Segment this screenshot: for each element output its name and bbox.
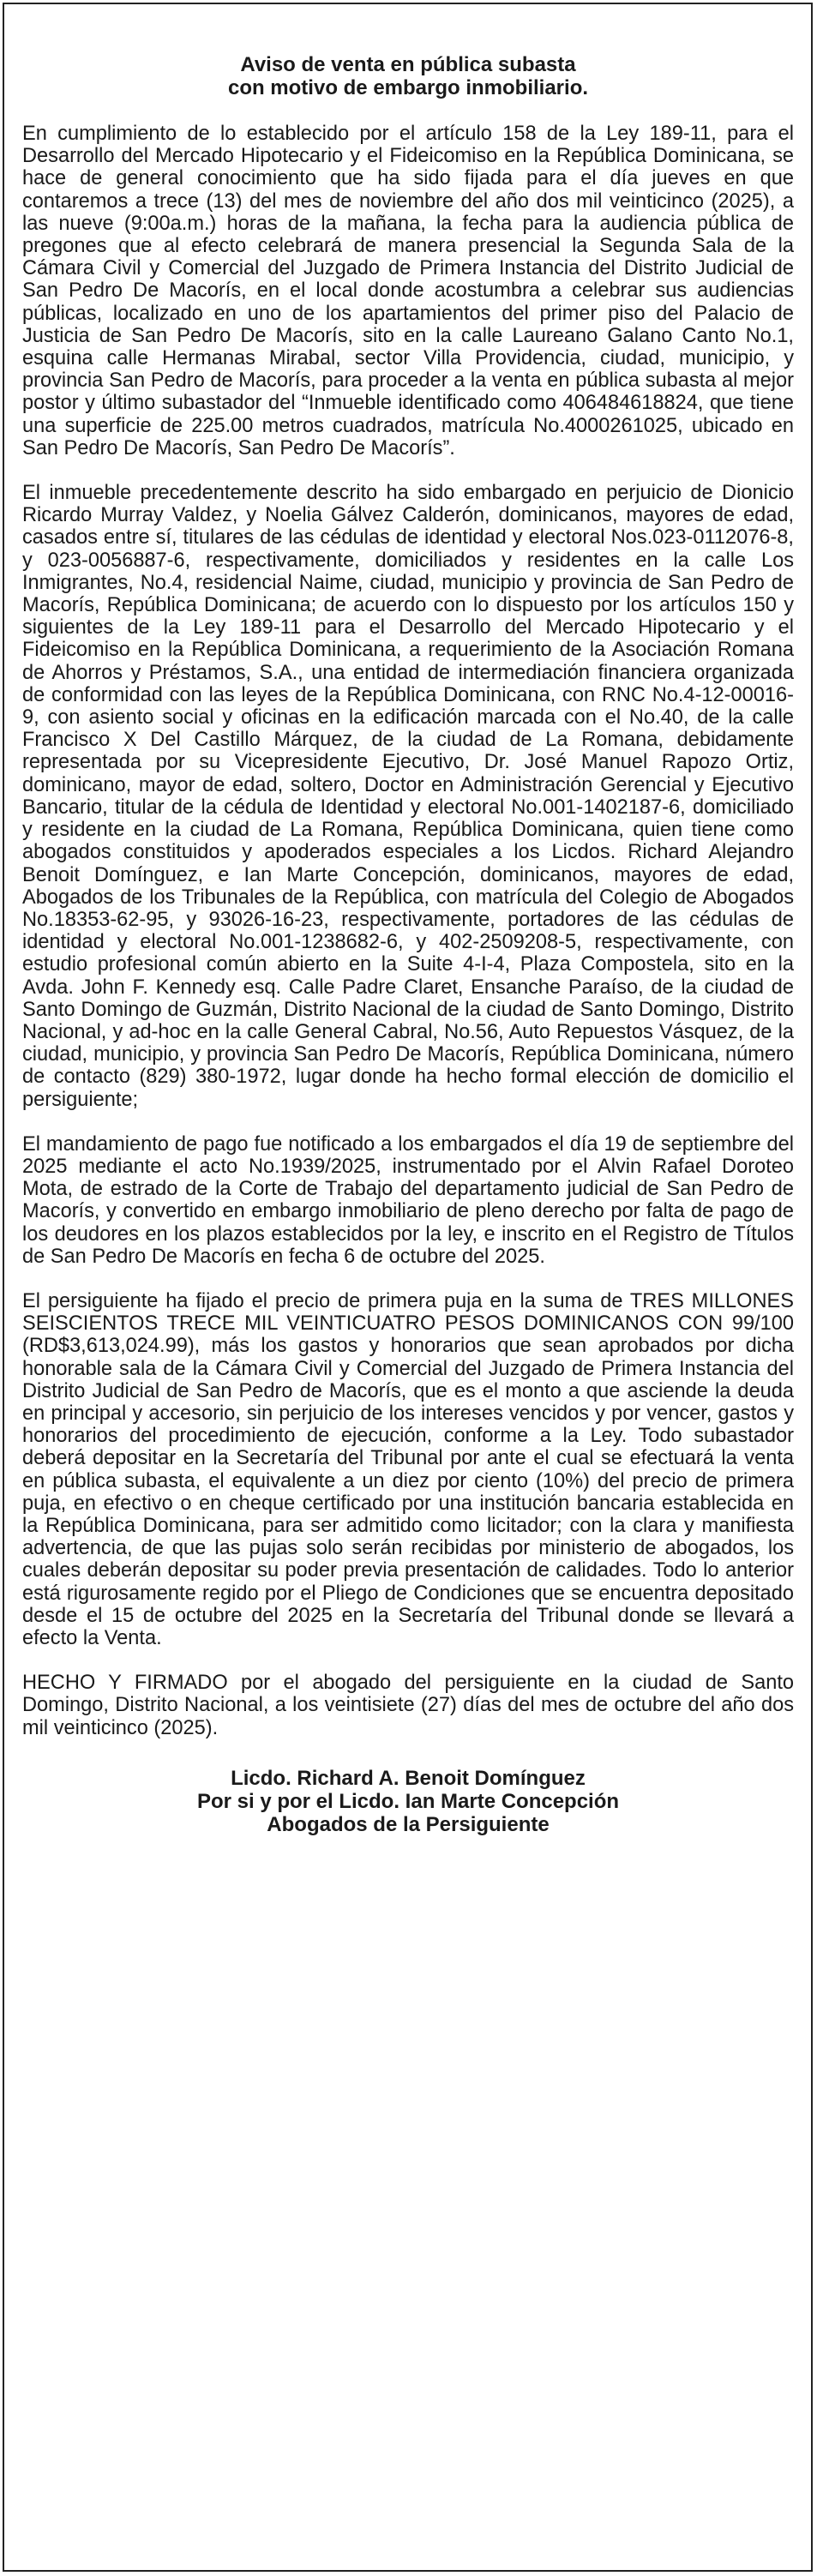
signature-line-3: Abogados de la Persiguiente [267, 1812, 550, 1836]
signature-line-1: Licdo. Richard A. Benoit Domínguez [231, 1766, 586, 1790]
paragraph-seizure-parties: El inmueble precedentemente descrito ha sido embargado en perjuicio de Dionicio Ricardo Murray Valdez, y Noelia Gálvez Calderón, dominicanos, mayores de edad, casados entre sí, titulares de las cédulas de identidad y electoral Nos.023-0112076-8, y 023-0056887-6, respectivamente, domiciliados y residentes en la calle Los Inmigrantes, No.4, residencial Naime, ciudad, municipio y provincia de San Pedro de Macorís, República Dominicana; de acuerdo con lo dispuesto por los artículos 150 y siguientes de la Ley 189-11 para el Desarrollo del Mercado Hipotecario y el Fideicomiso en la República Dominicana, a requerimiento de la Asociación Romana de Ahorros y Préstamos, S.A., una entidad de intermediación financiera organizada de conformidad con las leyes de la República Dominicana, con RNC No.4-12-00016-9, con asiento social y oficinas en la edificación marcada con el No.40, de la calle Francisco X Del Castillo Márquez, de la ciudad de La Romana, debidamente representada por su Vicepresidente Ejecutivo, Dr. José Manuel Rapozo Ortiz, dominicano, mayor de edad, soltero, Doctor en Administración Gerencial y Ejecutivo Bancario, titular de la cédula de Identidad y electoral No.001-1402187-6, domiciliado y residente en la ciudad de La Romana, República Dominicana, quien tiene como abogados constituidos y apoderados especiales a los Licdos. Richard Alejandro Benoit Domínguez, e Ian Marte Concepción, dominicanos, mayores de edad, Abogados de los Tribunales de la República, con matrícula del Colegio de Abogados No.18353-62-95, y 93026-16-23, respectivamente, portadores de las cédulas de identidad y electoral No.001-1238682-6, y 402-2509208-5, respectivamente, con estudio profesional común abierto en la Suite 4-I-4, Plaza Compostela, sito en la Avda. John F. Kennedy esq. Calle Padre Claret, Ensanche Paraíso, de la ciudad de Santo Domingo de Guzmán, Distrito Nacional de la ciudad de Santo Domingo, Distrito Nacional, y ad-hoc en la calle General Cabral, No.56, Auto Repuestos Vásquez, de la ciudad, municipio, y provincia San Pedro De Macorís, República Dominicana, número de contacto (829) 380-1972, lugar donde ha hecho formal elección de domicilio el persiguiente; [22, 482, 794, 1111]
notice-title-line-2: con motivo de embargo inmobiliario. [227, 76, 589, 99]
notice-title-line-1: Aviso de venta en pública subasta [240, 53, 576, 76]
paragraph-signed-statement: HECHO Y FIRMADO por el abogado del persiguiente en la ciudad de Santo Domingo, Distrito Nacional, a los veintisiete (27) días del mes de octubre del año dos mil veinticinco (2025). [22, 1672, 794, 1739]
paragraph-first-bid-price: El persiguiente ha fijado el precio de primera puja en la suma de TRES MILLONES SEISCIENTOS TRECE MIL VEINTICUATRO PESOS DOMINICANOS CON 99/100 (RD$3,613,024.99), más los gastos y honorarios que sean aprobados por dicha honorable sala de la Cámara Civil y Comercial del Juzgado de Primera Instancia del Distrito Judicial de San Pedro de Macorís, que es el monto a que asciende la deuda en principal y accesorio, sin perjuicio de los intereses vencidos y por vencer, gastos y honorarios del procedimiento de ejecución, conforme a la Ley. Todo subastador deberá depositar en la Secretaría del Tribunal por ante el cual se efectuará la venta en pública subasta, el equivalente a un diez por ciento (10%) del precio de primera puja, en efectivo o en cheque certificado por una institución bancaria establecida en la República Dominicana, para ser admitido como licitador; con la clara y manifiesta advertencia, de que las pujas solo serán recibidas por ministerio de abogados, los cuales deberán depositar su poder previa presentación de calidades. Todo lo anterior está rigurosamente regido por el Pliego de Condiciones que se encuentra depositado desde el 15 de octubre del 2025 en la Secretaría del Tribunal donde se llevará a efecto la Venta. [22, 1289, 794, 1649]
signature-block [22, 1767, 794, 1836]
notice-body [22, 53, 794, 1836]
notice-title [22, 53, 794, 99]
paragraph-payment-order: El mandamiento de pago fue notificado a los embargados el día 19 de septiembre del 2025 mediante el acto No.1939/2025, instrumentado por el Alvin Rafael Doroteo Mota, de estrado de la Corte de Trabajo del departamento judicial de San Pedro de Macorís, y convertido en embargo inmobiliario de pleno derecho por falta de pago de los deudores en los plazos establecidos por la ley, e inscrito en el Registro de Títulos de San Pedro De Macorís en fecha 6 de octubre del 2025. [22, 1132, 794, 1268]
signature-line-2: Por si y por el Licdo. Ian Marte Concepción [196, 1789, 620, 1813]
paragraph-auction-date: En cumplimiento de lo establecido por el artículo 158 de la Ley 189-11, para el Desarrollo del Mercado Hipotecario y el Fideicomiso en la República Dominicana, se hace de general conocimiento que ha sido fijada para el día jueves en que contaremos a trece (13) del mes de noviembre del año dos mil veinticinco (2025), a las nueve (9:00a.m.) horas de la mañana, la fecha para la audiencia pública de pregones que al efecto celebrará de manera presencial la Segunda Sala de la Cámara Civil y Comercial del Juzgado de Primera Instancia del Distrito Judicial de San Pedro De Macorís, en el local donde acostumbra a celebrar sus audiencias públicas, localizado en uno de los apartamientos del primer piso del Palacio de Justicia de San Pedro De Macorís, sito en la calle Laureano Galano Canto No.1, esquina calle Hermanas Mirabal, sector Villa Providencia, ciudad, municipio, y provincia San Pedro de Macorís, para proceder a la venta en pública subasta al mejor postor y último subastador del “Inmueble identificado como 406484618824, que tiene una superficie de 225.00 metros cuadrados, matrícula No.4000261025, ubicado en San Pedro De Macorís, San Pedro De Macorís”. [22, 123, 794, 459]
